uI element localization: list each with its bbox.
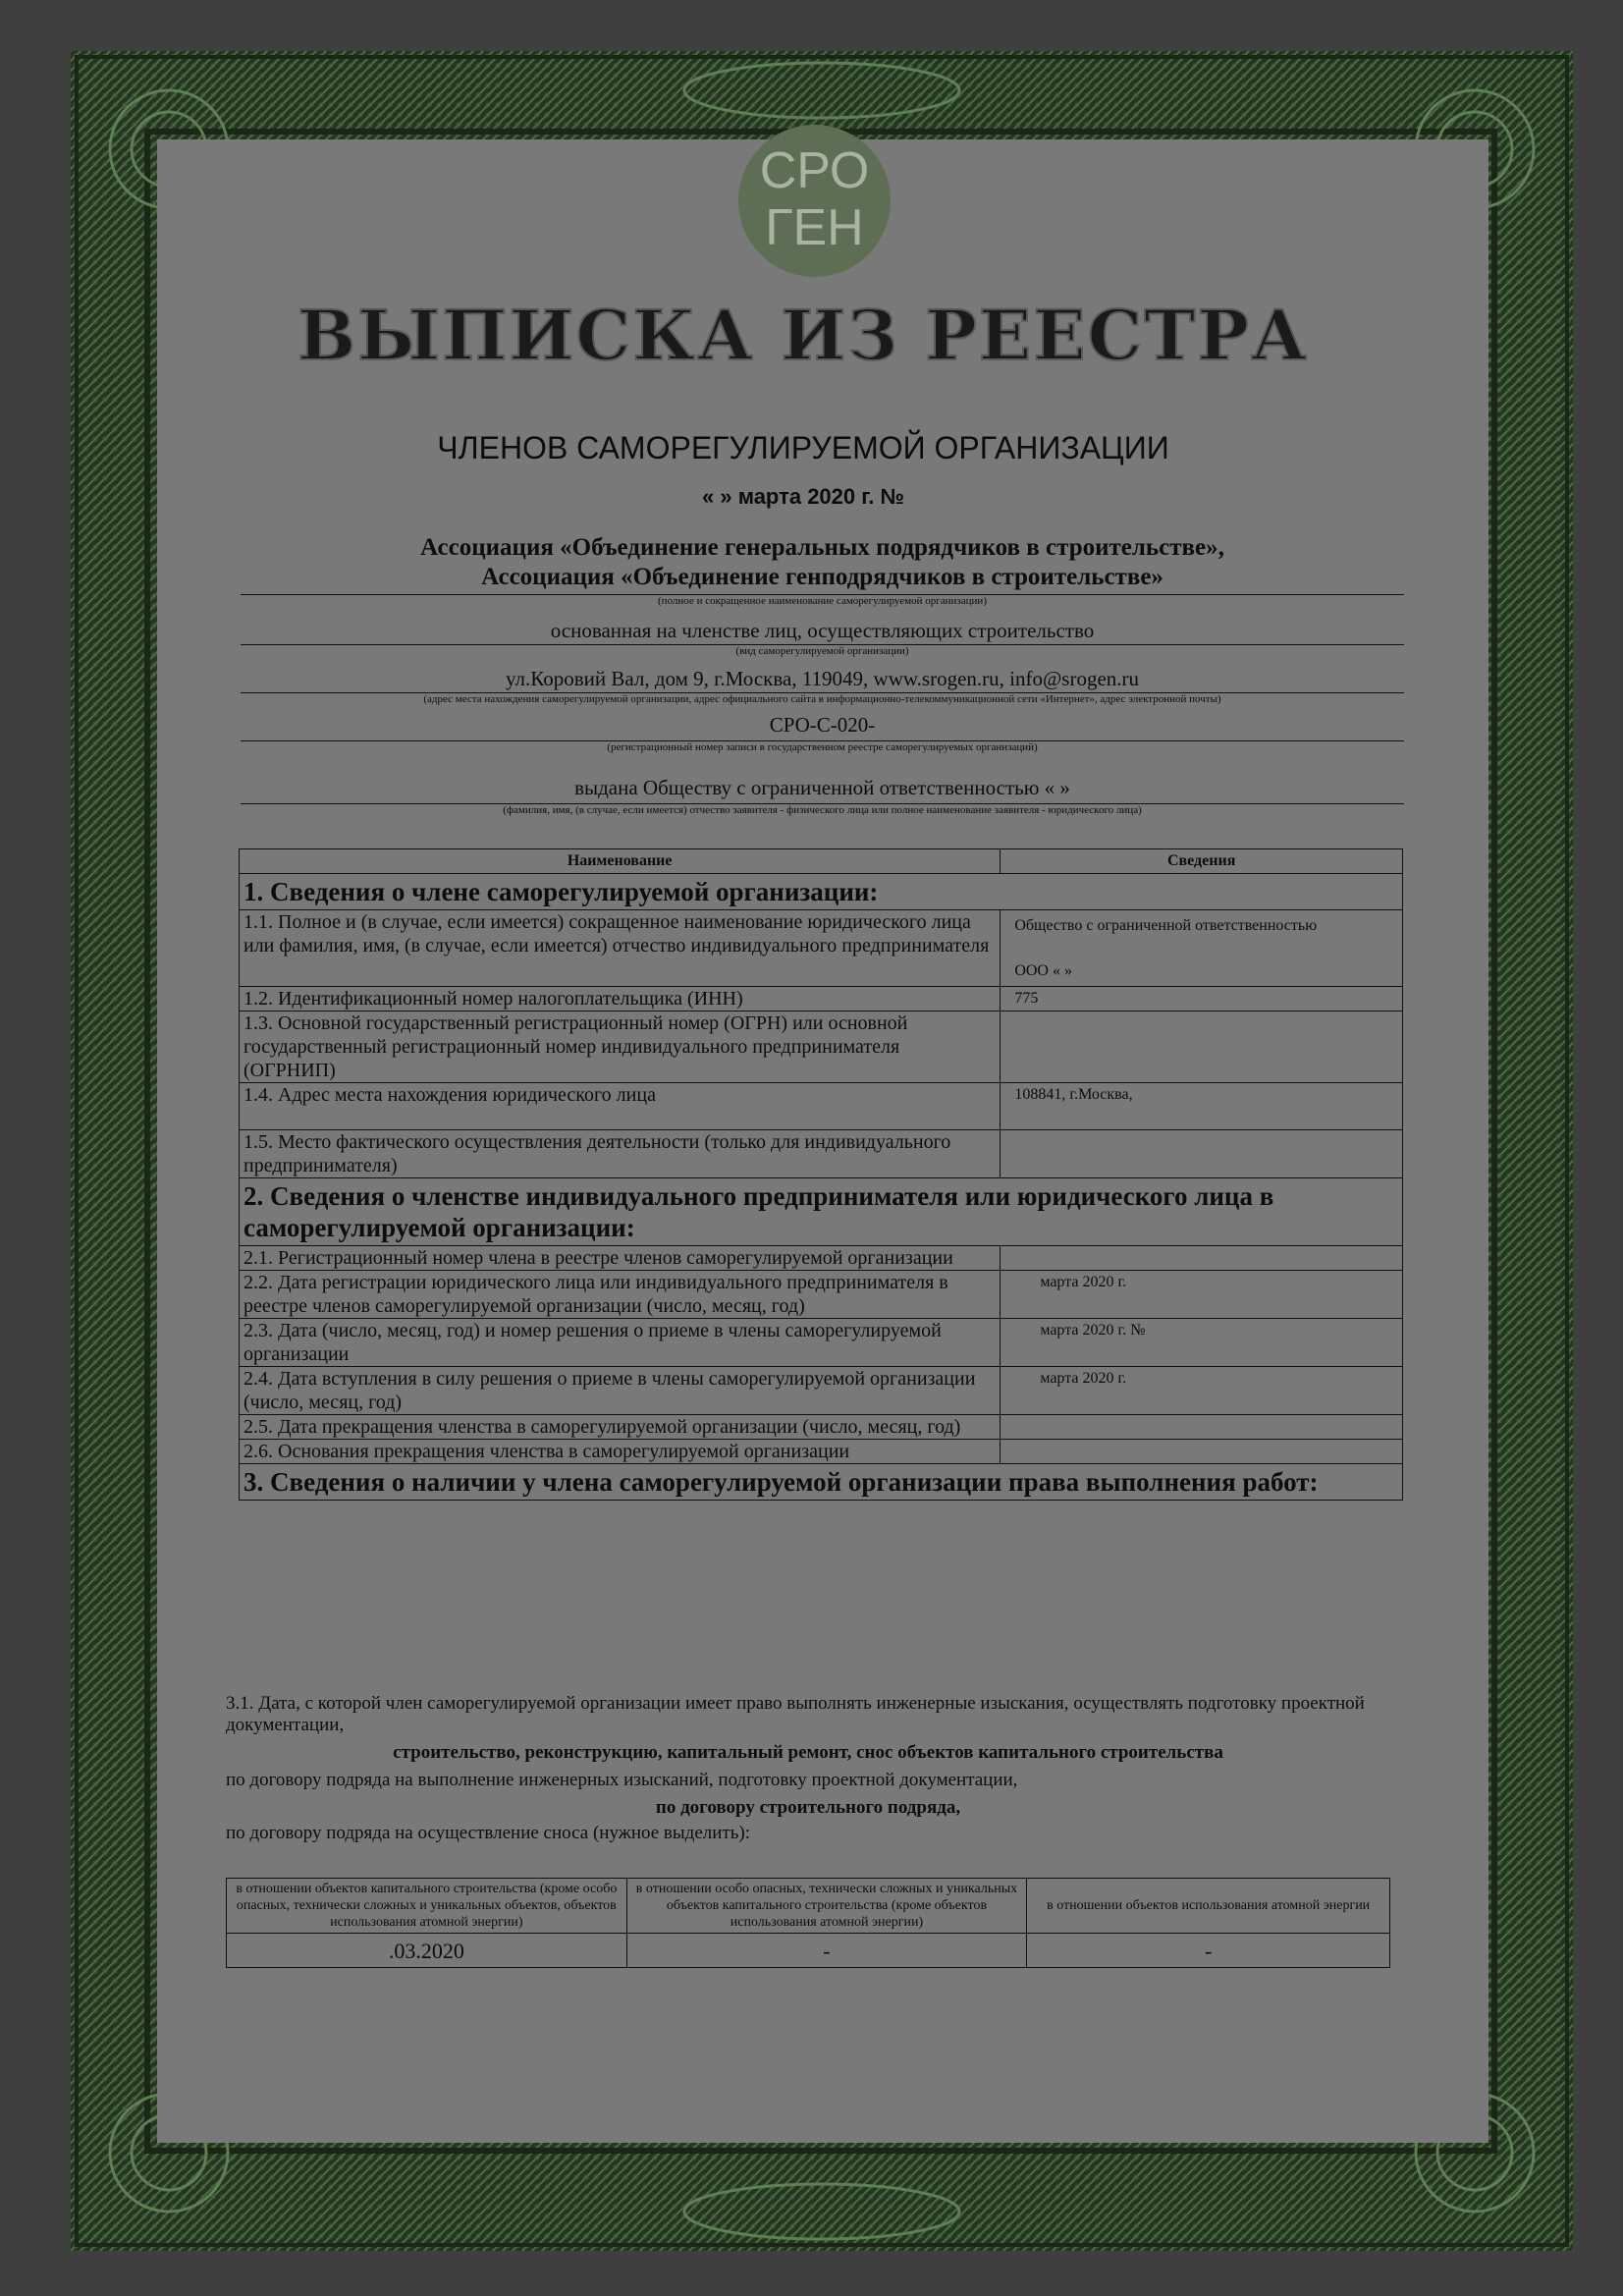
table-row (240, 1367, 1403, 1415)
s3-paragraph: 3.1. Дата, с которой член саморегулируемой организации имеет право выполнять инженерные изыскания, осуществлять подготовку проектной документации, (226, 1693, 1365, 1735)
section-3-title: 3. Сведения о наличии у члена саморегулируемой организации права выполнения работ: (240, 1464, 1403, 1501)
row-label: 1.1. Полное и (в случае, если имеется) сокращенное наименование юридического лица или фамилия, имя, (в случае, если имеется) отчество индивидуального предпринимателя (240, 910, 1001, 987)
row-value (1001, 1130, 1403, 1178)
register-table (239, 848, 1403, 1501)
table-row (240, 1415, 1403, 1440)
row-label: 1.3. Основной государственный регистрационный номер (ОГРН) или основной государственный регистрационный номер индивидуального предпринимателя (ОГРНИП) (240, 1011, 1001, 1083)
rights-value-2: - (626, 1934, 1027, 1968)
col-header-info: Сведения (1001, 849, 1403, 874)
document-subtitle: ЧЛЕНОВ САМОРЕГУЛИРУЕМОЙ ОРГАНИЗАЦИИ (437, 430, 1169, 465)
section-row (240, 1464, 1403, 1501)
org-reg-number: СРО-С-020- (769, 713, 876, 737)
row-label: 2.4. Дата вступления в силу решения о приеме в члены саморегулируемой организации (число, месяц, год) (240, 1367, 1001, 1415)
s3-paragraph: по договору подряда на выполнение инженерных изысканий, подготовку проектной документации, (226, 1770, 1018, 1790)
date-number-line: « » марта 2020 г. № (702, 484, 904, 509)
document-title: ВЫПИСКА ИЗ РЕЕСТРА (297, 295, 1310, 376)
org-name-line1: Ассоциация «Объединение генеральных подрядчиков в строительстве», (420, 534, 1224, 561)
logo-line2: ГЕН (765, 199, 864, 256)
org-type: основанная на членстве лиц, осуществляющих строительство (550, 619, 1095, 642)
table-row (240, 1271, 1403, 1319)
row-value (1001, 910, 1403, 987)
section-row (240, 1178, 1403, 1246)
caption-org-type: (вид саморегулируемой организации) (735, 645, 909, 657)
row-label: 1.5. Место фактического осуществления деятельности (только для индивидуального предпринимателя) (240, 1130, 1001, 1178)
table-row (240, 1440, 1403, 1464)
row-label: 1.2. Идентификационный номер налогоплательщика (ИНН) (240, 987, 1001, 1011)
rights-header-2: в отношении особо опасных, технически сложных и уникальных объектов капитального строительства (кроме объектов использования атомной энергии) (626, 1879, 1027, 1934)
s3-contract-bold: по договору строительного подряда, (655, 1797, 961, 1818)
value-line: Общество с ограниченной ответственностью (1014, 917, 1318, 934)
table-row (240, 1011, 1403, 1083)
row-label: 2.1. Регистрационный номер члена в реестре членов саморегулируемой организации (240, 1246, 1001, 1271)
row-value (1001, 1246, 1403, 1271)
caption-reg-number: (регистрационный номер записи в государственном реестре саморегулируемых организаций) (607, 741, 1038, 753)
table-row (240, 910, 1403, 987)
org-address: ул.Коровий Вал, дом 9, г.Москва, 119049, www.srogen.ru, info@srogen.ru (505, 667, 1140, 690)
row-label: 1.4. Адрес места нахождения юридического лица (240, 1083, 1001, 1130)
value-line: ООО « » (1014, 962, 1072, 979)
row-value (1001, 1415, 1403, 1440)
row-value: марта 2020 г. (1001, 1367, 1403, 1415)
row-value (1001, 1440, 1403, 1464)
caption-issued-to: (фамилия, имя, (в случае, если имеется) отчество заявителя - физического лица или полное наименование заявителя - юридического лица) (503, 804, 1142, 816)
table-row (240, 1130, 1403, 1178)
rights-value-row (227, 1934, 1390, 1968)
rights-value-1: .03.2020 (227, 1934, 627, 1968)
row-label: 2.2. Дата регистрации юридического лица или индивидуального предпринимателя в реестре членов саморегулируемой организации (число, месяц, год) (240, 1271, 1001, 1319)
row-label: 2.3. Дата (число, месяц, год) и номер решения о приеме в члены саморегулируемой организации (240, 1319, 1001, 1367)
table-row (240, 1319, 1403, 1367)
table-header-row (240, 849, 1403, 874)
caption-org-name: (полное и сокращенное наименование саморегулируемой организации) (658, 595, 987, 607)
s3-works-bold: строительство, реконструкцию, капитальный ремонт, снос объектов капитального строительства (393, 1742, 1223, 1763)
col-header-name: Наименование (240, 849, 1001, 874)
table-row (240, 1246, 1403, 1271)
table-row (240, 987, 1403, 1011)
issued-to: выдана Обществу с ограниченной ответственностью « » (574, 776, 1070, 799)
s3-paragraph: по договору подряда на осуществление сноса (нужное выделить): (226, 1823, 750, 1843)
logo-line1: СРО (759, 142, 870, 199)
section-3-text (226, 1693, 1390, 1844)
row-value: 108841, г.Москва, (1001, 1083, 1403, 1130)
rights-header-1: в отношении объектов капитального строительства (кроме особо опасных, технически сложных и уникальных объектов, объектов использования атомной энергии) (227, 1879, 627, 1934)
row-value: марта 2020 г. (1001, 1271, 1403, 1319)
section-2-title: 2. Сведения о членстве индивидуального предпринимателя или юридического лица в саморегулируемой организации: (240, 1178, 1403, 1246)
table-row (240, 1083, 1403, 1130)
org-name-line2: Ассоциация «Объединение генподрядчиков в строительстве» (481, 564, 1163, 590)
rights-header-3: в отношении объектов использования атомной энергии (1027, 1879, 1390, 1934)
row-value: 775 (1001, 987, 1403, 1011)
rights-header-row (227, 1879, 1390, 1934)
row-value: марта 2020 г. № (1001, 1319, 1403, 1367)
section-row (240, 874, 1403, 910)
row-label: 2.6. Основания прекращения членства в саморегулируемой организации (240, 1440, 1001, 1464)
caption-org-address: (адрес места нахождения саморегулируемой организации, адрес официального сайта в информационно-телекоммуникационной сети «Интернет», адрес электронной почты) (423, 693, 1221, 705)
row-label: 2.5. Дата прекращения членства в саморегулируемой организации (число, месяц, год) (240, 1415, 1001, 1440)
srogen-logo (738, 125, 891, 277)
section-1-title: 1. Сведения о члене саморегулируемой организации: (240, 874, 1403, 910)
row-value (1001, 1011, 1403, 1083)
rights-value-3: - (1027, 1934, 1390, 1968)
rights-table (226, 1878, 1390, 1968)
